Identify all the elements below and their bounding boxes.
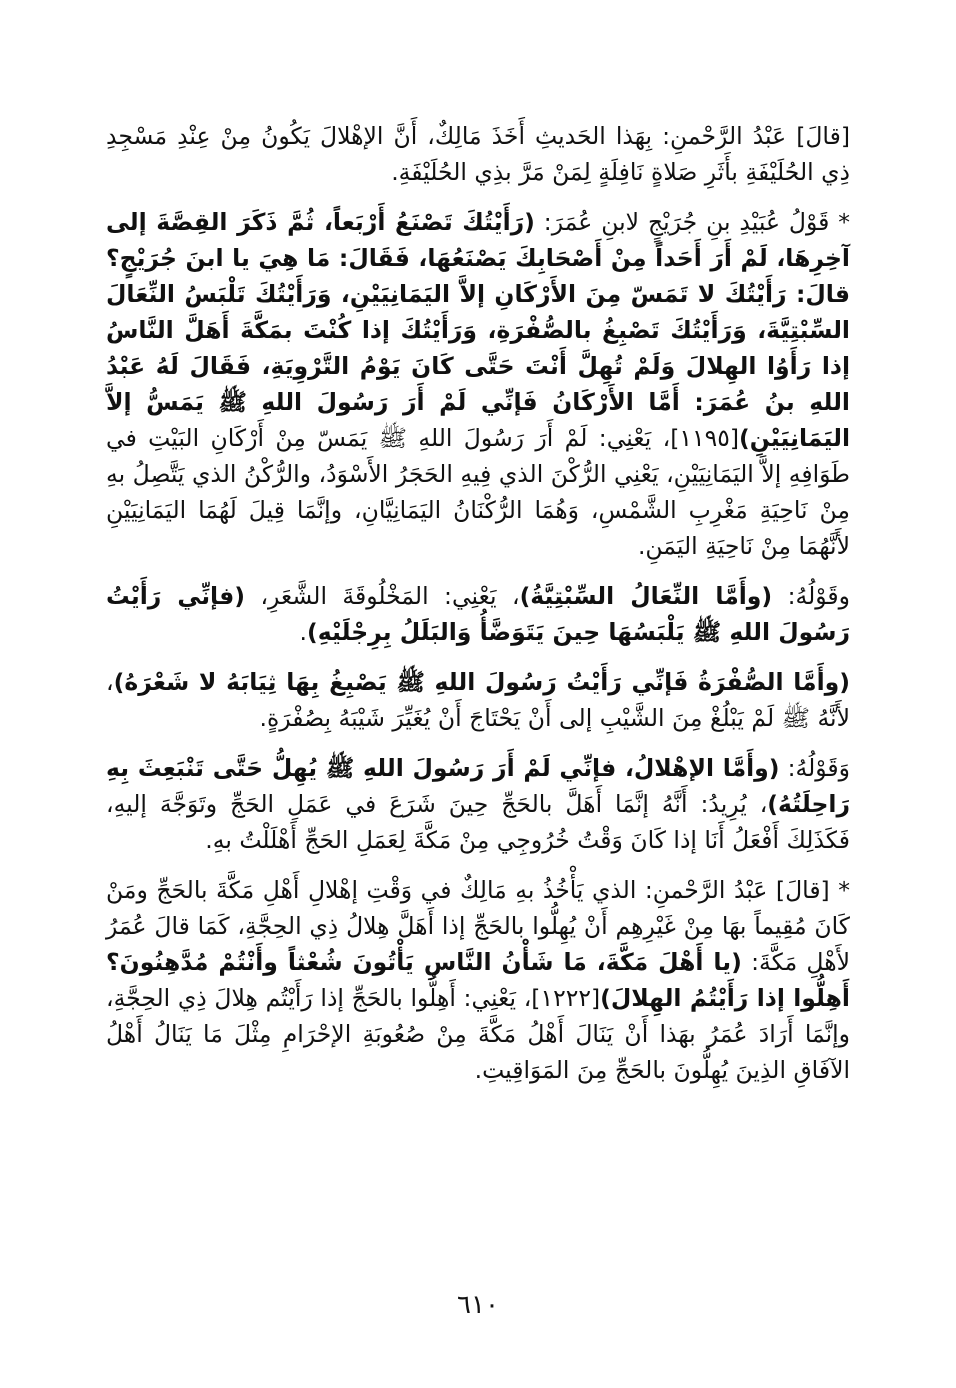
paragraph-3 — [106, 578, 850, 650]
text-segment: . — [299, 618, 308, 646]
text-segment: [١١٩٥]، يَعْنِي: لَمْ أَرَ رَسُولَ اللهِ ﷺ يَمَسّ مِنْ أَرْكَانِ البَيْتِ في طَوَافِهِ إلاَّ اليَمَانِيَيْنِ، يَعْنِي الرُّكْنَ الذي فِيهِ الحَجَرُ الأَسْوَدُ، والرُّكْنُ الذي يَتَّصِلُ بهِ مِنْ نَاحِيَةِ مَغْرِبِ الشَّمْسِ، وَهُمَا الرُّكْنَانُ اليَمَانِيَّانِ، وإنَّمَا قِيلَ لَهُمَا اليَمَانِيَيْنِ لأَنَّهُمَا مِنْ نَاحِيَةِ اليَمَنِ. — [106, 424, 850, 560]
body-text — [106, 118, 850, 1088]
hadith-quote: (رَأَيْتُكَ تَصْنَعُ أَرْبَعاً، ثُمَّ ذَكَرَ القِصَّةَ إلى آخِرِهَا، لَمْ أَرَ أَحَداً مِنْ أَصْحَابِكَ يَصْنَعُهَا، فَقَالَ: مَا هِيَ يا ابنَ جُرَيْجٍ؟ قالَ: رَأَيْتُكَ لا تَمَسّ مِنَ الأَرْكَانِ إلاَّ اليَمَانِيَيْنِ، وَرَأَيْتُكَ تَلْبَسُ النِّعَالَ السِّبْتِيَّةَ، وَرَأَيْتُكَ تَصْبِغُ بالصُّفْرَةِ، وَرَأَيْتُكَ إذا كُنْتَ بمَكَّةَ أَهَلَّ النَّاسُ إذا رَأَوُا الهِلالَ وَلَمْ تُهِلَّ أَنْتَ حَتَّى كَانَ يَوْمُ التَّرْوِيَةِ، فَقَالَ لَهُ عَبْدُ اللهِ بنُ عُمَرَ: أَمَّا الأَرْكَانُ فَإنِّي لَمْ أَرَ رَسُولَ اللهِ ﷺ يَمَسُّ إلاَّ اليَمَانِيَيْنِ) — [106, 208, 850, 452]
hadith-quote: (وأَمَّا النِّعَالُ السِّبْتِيَّةُ) — [519, 582, 773, 610]
paragraph-4 — [106, 664, 850, 736]
text-segment: وقَوْلُهُ: — [772, 582, 850, 610]
hadith-quote: (وأَمَّا الإهْلالُ، فإنِّي لَمْ أَرَ رَسُولَ اللهِ ﷺ يُهِلُّ حَتَّى تَنْبَعِثَ بِهِ رَاحِلَتُهُ) — [106, 754, 850, 818]
text-segment: وَقَوْلُهُ: — [779, 754, 850, 782]
text-segment: [قالَ] عَبْدُ الرَّحْمنِ: بِهَذا الحَديثِ أَخَذَ مَالِكٌ، أَنَّ الإهْلالَ يَكُونُ مِنْ عِنْدِ مَسْجِدِ ذِي الحُلَيْفَةِ بأَثَرِ صَلاةٍ نَافِلَةٍ لِمَنْ مَرَّ بذِي الحُلَيْفَةِ. — [106, 122, 850, 186]
paragraph-5 — [106, 750, 850, 858]
text-segment: * قَوْلُ عُبَيْدِ بنِ جُرَيْجٍ لابنِ عُمَرَ: — [534, 208, 850, 236]
paragraph-1 — [106, 118, 850, 190]
hadith-quote: (يا أَهْلَ مَكَّةَ، مَا شَأْنُ النَّاسِ يَأْتُونَ شُعْثاً وأَنْتُمْ مُدَّهِنُونَ؟ أَهِلُّوا إذا رَأَيْتُمُ الهِلالَ) — [106, 948, 850, 1012]
paragraph-6 — [106, 872, 850, 1088]
text-segment: ، يُرِيدُ: أَنَّهُ إنَّمَا أَهَلَّ بالحَجِّ حِينَ شَرَعَ في عَمَلِ الحَجِّ وتَوَجَّهَ إليهِ، فَكَذَلِكَ أَفْعَلُ أَنَا إذا كَانَ وَقْتُ خُرُوجِي مِنْ مَكَّةَ لِعَمَلِ الحَجِّ أَهْلَلْتُ بهِ. — [106, 790, 850, 854]
paragraph-2 — [106, 204, 850, 564]
hadith-quote: (وأَمَّا الصُّفْرَةُ فَإنِّي رَأَيْتُ رَسُولَ اللهِ ﷺ يَصْبِغُ بِهَا ثِيَابَهُ لا شَعْرَهُ) — [113, 668, 850, 696]
text-segment: [١٢٢٢]، يَعْنِي: أَهِلُّوا بالحَجِّ إذا رَأَيْتُم هِلالَ ذِي الحِجَّةِ، وإنَّمَا أَرَادَ عُمَرُ بهَذا أَنْ يَنَالَ أَهْلُ مَكَّةَ مِنْ صُعُوبَةِ الإحْرَامِ مِثْلَ مَا يَنَالُ أَهْلُ الآفَاقِ الذِينَ يُهِلُّونَ بالحَجِّ مِنَ المَوَاقِيتِ. — [106, 984, 850, 1084]
hadith-quote: (فإنِّي رَأَيْتُ رَسُولَ اللهِ ﷺ يَلْبَسُهَا حِينَ يَتَوَضَّأُ وَالبَلَلُ بِرِجْلَيْهِ) — [106, 582, 850, 646]
text-segment: ، لأَنَّهُ ﷺ لَمْ يَبْلُغْ مِنَ الشَّيْبِ إلى أَنْ يَحْتَاجَ أَنْ يُغَيِّرَ شَيْبَهُ بِصُفْرَةٍ. — [106, 668, 850, 732]
text-segment: ، يَعْنِي: المَخْلُوقَةَ الشَّعَرِ، — [245, 582, 520, 610]
page-number: ٦١٠ — [457, 1290, 499, 1320]
text-segment: * [قالَ] عَبْدُ الرَّحْمنِ: الذي يَأْخُذُ بهِ مَالِكٌ في وَقْتِ إهْلالِ أَهْلِ مَكَّةَ بالحَجِّ ومَنْ كَانَ مُقِيماً بهَا مِنْ غَيْرِهِم أَنْ يُهِلُّوا بالحَجِّ إذا أَهَلَّ هِلالُ ذِي الحِجَّةِ، كَمَا قالَ عُمَرُ لأَهْلِ مَكَّةَ: — [106, 876, 850, 976]
